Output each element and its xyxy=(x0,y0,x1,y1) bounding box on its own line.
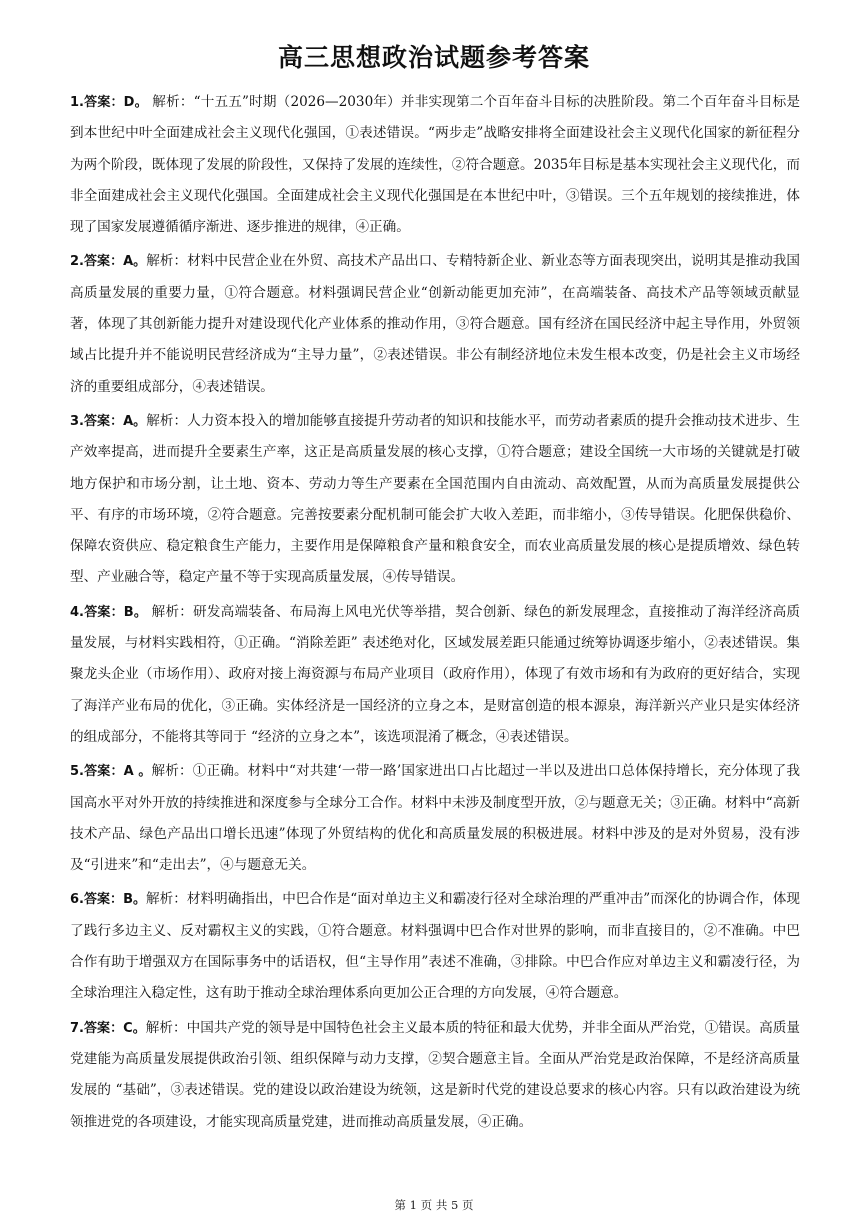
page-number-footer: 第 1 页 共 5 页 xyxy=(394,1198,474,1212)
page-title: 高三思想政治试题参考答案 xyxy=(277,43,590,72)
answer-item xyxy=(70,246,800,402)
answer-item xyxy=(70,1013,800,1138)
answer-label: 7.答案：C。 xyxy=(70,1020,146,1036)
answer-label: 1.答案：D。 xyxy=(70,95,148,110)
answer-label: 3.答案：A。 xyxy=(70,413,147,429)
answer-item xyxy=(70,884,800,1009)
answer-explanation: 解析：材料明确指出，中巴合作是“面对单边主义和霸凌行径对全球治理的严重冲击”而深化的协调合作，体现了践行多边主义、反对霸权主义的实践，①符合题意。材料强调中巴合作对世界的影响，而非直接目的，②不准确。中巴合作有助于增强双方在国际事务中的话语权，但“主导作用”表述不准确，③排除。中巴合作应对单边主义和霸凌行径，为全球治理注入稳定性，这有助于推动全球治理体系向更加公正合理的方向发展，④符合题意。 xyxy=(70,891,800,1002)
answer-list xyxy=(70,87,800,1141)
answer-label: 4.答案：B。 xyxy=(70,604,148,620)
answer-item xyxy=(70,597,800,753)
answer-item xyxy=(70,87,800,243)
answer-explanation: 解析：研发高端装备、布局海上风电光伏等举措，契合创新、绿色的新发展理念，直接推动了海洋经济高质量发展，与材料实践相符，①正确。“消除差距” 表述绝对化，区域发展差距只能通过统筹协调逐步缩小，②表述错误。集聚龙头企业（市场作用）、政府对接上海资源与布局产业项目（政府作用），体现了有效市场和有为政府的更好结合，实现了海洋产业布局的优化，③正确。实体经济是一国经济的立身之本，是财富创造的根本源泉，海洋新兴产业只是实体经济的组成部分，不能将其等同于 “经济的立身之本”，该选项混淆了概念，④表述错误。 xyxy=(70,603,800,745)
answer-label: 2.答案：A。 xyxy=(70,254,147,270)
answer-item xyxy=(70,756,800,881)
answer-label: 6.答案：B。 xyxy=(70,892,147,908)
answer-explanation: 解析：中国共产党的领导是中国特色社会主义最本质的特征和最大优势，并非全面从严治党，①错误。高质量党建能为高质量发展提供政治引领、组织保障与动力支撑，②契合题意主旨。全面从严治党是政治保障，不是经济高质量发展的 “基础”，③表述错误。党的建设以政治建设为统领，这是新时代党的建设总要求的核心内容。只有以政治建设为统领推进党的各项建设，才能实现高质量党建，进而推动高质量发展，④正确。 xyxy=(70,1019,800,1130)
answer-explanation: 解析：人力资本投入的增加能够直接提升劳动者的知识和技能水平，而劳动者素质的提升会推动技术进步、生产效率提高，进而提升全要素生产率，这正是高质量发展的核心支撑，①符合题意；建设全国统一大市场的关键就是打破地方保护和市场分割，让土地、资本、劳动力等生产要素在全国范围内自由流动、高效配置，从而为高质量发展提供公平、有序的市场环境，②符合题意。完善按要素分配机制可能会扩大收入差距，而非缩小，③传导错误。化肥保供稳价、保障农资供应、稳定粮食生产能力，主要作用是保障粮食产量和粮食安全，而农业高质量发展的核心是提质增效、绿色转型、产业融合等，稳定产量不等于实现高质量发展，④传导错误。 xyxy=(70,412,801,586)
answer-explanation: 解析：材料中民营企业在外贸、高技术产品出口、专精特新企业、新业态等方面表现突出，说明其是推动我国高质量发展的重要力量，①符合题意。材料强调民营企业“创新动能更加充沛”，在高端装备、高技术产品等领域贡献显著，体现了其创新能力提升对建设现代化产业体系的推动作用，③符合题意。国有经济在国民经济中起主导作用，外贸领域占比提升并不能说明民营经济成为“主导力量”，②表述错误。非公有制经济地位未发生根本改变，仍是社会主义市场经济的重要组成部分，④表述错误。 xyxy=(70,253,801,395)
answer-label: 5.答案：A 。 xyxy=(70,764,152,780)
answer-explanation: 解析：“十五五”时期（2026—2030年）并非实现第二个百年奋斗目标的决胜阶段。第二个百年奋斗目标是到本世纪中叶全面建成社会主义现代化强国，①表述错误。“两步走”战略安排将全面建设社会主义现代化国家的新征程分为两个阶段，既体现了发展的阶段性，又保持了发展的连续性，②符合题意。2035年目标是基本实现社会主义现代化，而非全面建成社会主义现代化强国。全面建成社会主义现代化强国是在本世纪中叶，③错误。三个五年规划的接续推进，体现了国家发展遵循循序渐进、逐步推进的规律，④正确。 xyxy=(70,94,800,236)
answer-explanation: 解析：①正确。材料中“对共建‘一带一路’国家进出口占比超过一半以及进出口总体保持增长，充分体现了我国高水平对外开放的持续推进和深度参与全球分工合作。材料中未涉及制度型开放，②与题意无关；③正确。材料中“高新技术产品、绿色产品出口增长迅速”体现了外贸结构的优化和高质量发展的积极进展。材料中涉及的是对外贸易，没有涉及“引进来”和“走出去”，④与题意无关。 xyxy=(70,763,801,874)
answer-item xyxy=(70,406,800,594)
